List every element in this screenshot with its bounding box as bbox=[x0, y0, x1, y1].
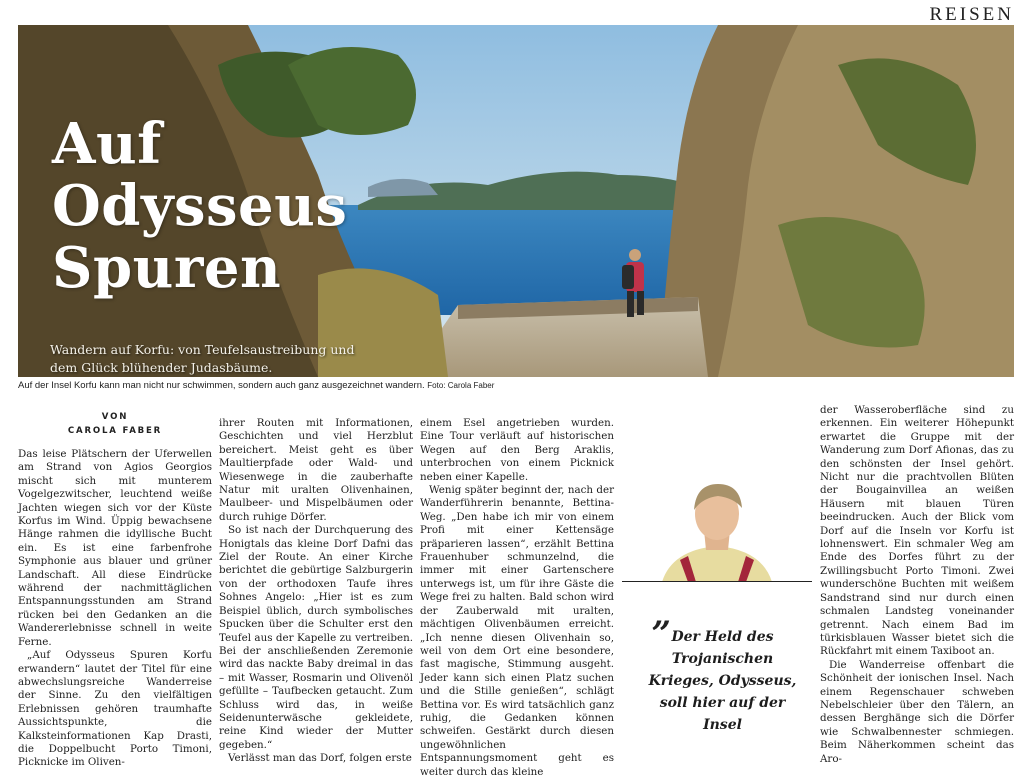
headline-line-2: Odysseus bbox=[52, 173, 348, 239]
pull-quote: Der Held des Trojanischen Krieges, Odysseus, soll hier auf der Insel bbox=[648, 629, 797, 733]
headline-line-3: Spuren bbox=[52, 235, 282, 301]
hero-photo bbox=[18, 25, 1014, 377]
portrait-divider bbox=[622, 581, 812, 582]
byline-author: CAROLA FABER bbox=[67, 426, 163, 436]
paragraph: der Wasseroberfläche sind zu erkennen. Ein weiterer Höhepunkt erwartet die Gruppe mit der Wanderung zum Dorf Afionas, das zu den schönsten der Insel gehört. Nicht nur die prachtvollen Blüten der Bougainvillea an weißen Häusern mit blauen Türen beeindrucken. Auch der Blick vom Dorf auf die Inseln vor Korfu ist lohnenswert. Ein schmaler Weg am Ende des Dorfes führt zu der Zwillingsbucht Porto Timoni. Zwei wunderschöne Buchten mit weißem Sandstrand sind nur durch einen schmalen Landsteg voneinander getrennt. Nach einem Bad im türkisblauen Wasser bietet sich die Rückfahrt mit einem Taxiboot an. bbox=[820, 404, 1014, 658]
photo-credit: Foto: Carola Faber bbox=[427, 381, 495, 390]
paragraph: ihrer Routen mit Informationen, Geschichten und viel Herzblut bereichert. Meist geht es über Maultierpfade oder Wald- und Wiesenwege in die zauberhafte Natur mit uralten Olivenhainen, Maulbeer- und Mispelbäumen oder durch ruhige Dörfer. bbox=[219, 417, 413, 523]
paragraph: einem Esel angetrieben wurden. Eine Tour verläuft auf historischen Wegen auf den Berg Araklis, unterbrochen von einem Picknick neben einer Kapelle. bbox=[420, 417, 614, 483]
paragraph: So ist nach der Durchquerung des Honigtals das kleine Dorf Dafni das Ziel der Route. An einer Kirche berichtet die gebürtige Salzburgerin von der orthodoxen Taufe ihres Sohnes Angelo: „Hier ist es zum Beispiel üblich, durch symbolisches Spucken über die Schulter erst den Teufel aus der Kapelle zu vertreiben. Bei der anschließenden Zeremonie wird das nackte Baby dreimal in das – mit Wasser, Rosmarin und Olivenöl gefüllte – Taufbecken getaucht. Zum Schluss wird das, in weiße Seidenunterwäsche gekleidete, reine Kind wieder der Mutter gegeben.“ bbox=[219, 524, 413, 751]
article-column-4 bbox=[820, 404, 1014, 765]
subtitle: Wandern auf Korfu: von Teufelsaustreibung und dem Glück blühender Judasbäume. bbox=[50, 342, 355, 375]
portrait-illustration bbox=[622, 470, 812, 582]
caption-text: Auf der Insel Korfu kann man nicht nur schwimmen, sondern auch ganz ausgezeichnet wandern. bbox=[18, 380, 425, 391]
article-column-3 bbox=[420, 417, 614, 778]
paragraph: Die Wanderreise offenbart die Schönheit der ionischen Insel. Nach einem Regenschauer schweben Nebelschleier über den Tälern, an dessen Berghänge sich die Dörfer wie Schwalbennester schmiegen. Beim Näherkommen scheint das Aro- bbox=[820, 658, 1014, 765]
paragraph: „Auf Odysseus Spuren Korfu erwandern“ lautet der Titel für eine abwechslungsreiche Wanderreise der Sinne. Zu den vielfältigen Erlebnissen gehören traumhafte Aussichtspunkte, die Kalksteinformationen Kap Drasti, die Doppelbucht Porto Timoni, Picknicke im Oliven- bbox=[18, 649, 212, 769]
paragraph: Das leise Plätschern der Uferwellen am Strand von Agios Georgios mischt sich mit munterem Vogelgezwitscher, leuchtend weiße Jachten wiegen sich vor der Küste Korfus im Wind. Üppig bewachsene Hänge rahmen die idyllische Bucht ein. Es ist eine farbenfrohe Symphonie aus blauer und grüner Landschaft. All diese Eindrücke während der nachmittäglichen Entspannungsstunden am Strand rücken bei den Gedanken an die Wandererlebnisse schnell in weite Ferne. bbox=[18, 448, 212, 648]
paragraph: Wenig später beginnt der, nach der Wanderführerin benannte, Bettina-Weg. „Den habe ich mir von einem Profi mit einer Kettensäge präparieren lassen“, erzählt Bettina Frauenhuber schmunzelnd, die immer mit einer Gartenschere unterwegs ist, um für ihre Gäste die Wege frei zu halten. Bald schon wird der Zauberwald mit uralten, mächtigen Olivenbäumen erreicht. „Ich nenne diesen Olivenhain so, weil von dem Ort eine besondere, fast magische, Stimmung ausgeht. Jeder kann sich einen Platz suchen und die Stille genießen“, schlägt Bettina vor. Es wird tatsächlich ganz ruhig, die Gedanken können schweifen. Gestärkt durch diesen ungewöhnlichen Entspannungsmoment geht es weiter durch das kleine bbox=[420, 484, 614, 778]
byline bbox=[18, 410, 212, 438]
byline-von: VON bbox=[101, 412, 129, 422]
headline bbox=[52, 113, 347, 299]
quote-mark: „ bbox=[652, 595, 672, 635]
headline-line-1: Auf bbox=[52, 111, 162, 177]
article-column-1 bbox=[18, 410, 212, 769]
photo-caption bbox=[18, 380, 494, 391]
author-portrait bbox=[622, 470, 812, 582]
paragraph: Verlässt man das Dorf, folgen erste bbox=[228, 752, 412, 765]
section-label: REISEN bbox=[929, 4, 1014, 25]
article-column-2 bbox=[219, 417, 413, 765]
